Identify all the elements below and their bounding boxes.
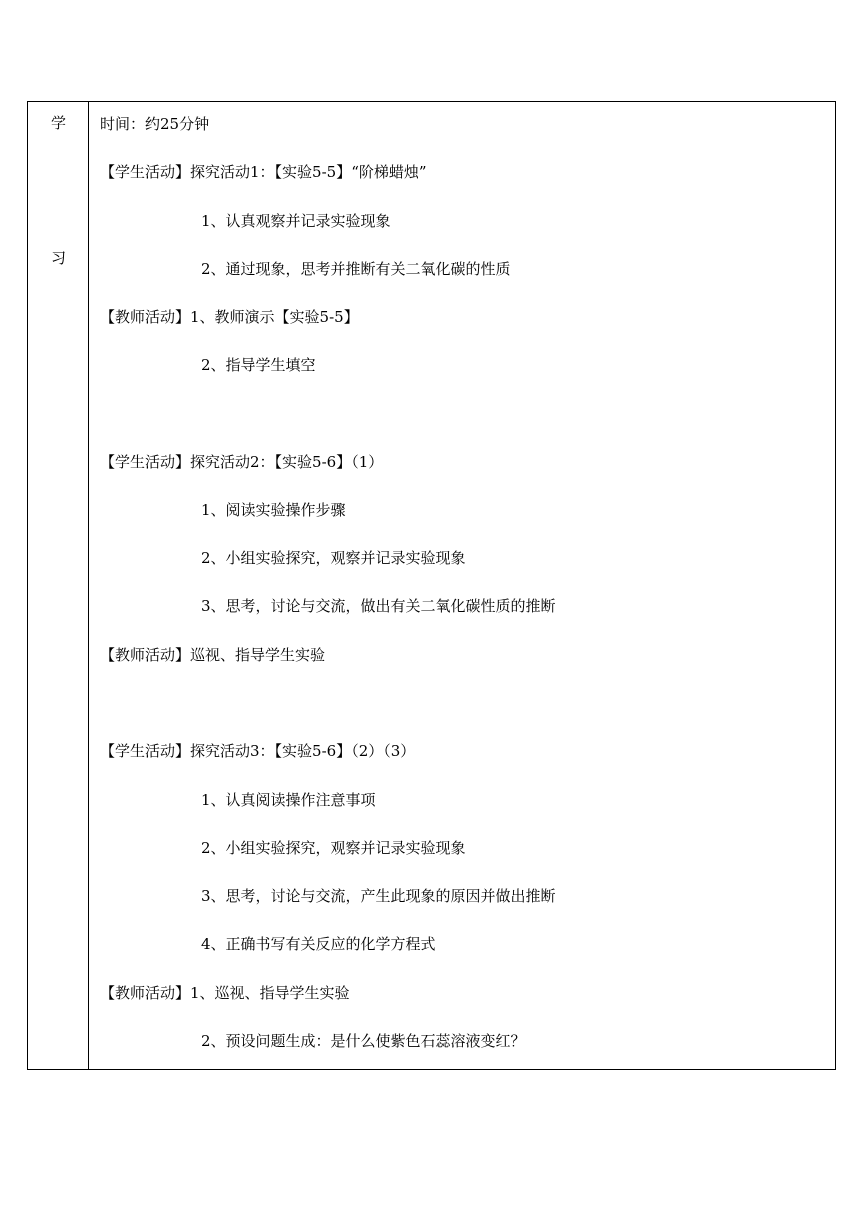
activity-3-step-1: 1、认真阅读操作注意事项 [201, 791, 376, 809]
activity-3-step-3: 3、思考，讨论与交流，产生此现象的原因并做出推断 [201, 887, 556, 905]
activity-1-step-1: 1、认真观察并记录实验现象 [201, 212, 391, 230]
teacher-activity-3-heading: 【教师活动】1、巡视、指导学生实验 [100, 984, 350, 1002]
activity-3-step-2: 2、小组实验探究，观察并记录实验现象 [201, 839, 466, 857]
activity-2-step-3: 3、思考，讨论与交流，做出有关二氧化碳性质的推断 [201, 597, 556, 615]
activity-3-step-4: 4、正确书写有关反应的化学方程式 [201, 935, 436, 953]
student-activity-3-heading: 【学生活动】探究活动3：【实验5-6】（2）（3） [100, 742, 416, 760]
side-label-char-1: 学 [50, 114, 66, 132]
time-line: 时间：约25分钟 [100, 115, 210, 133]
teacher-activity-3-step-2: 2、预设问题生成：是什么使紫色石蕊溶液变红？ [201, 1032, 526, 1050]
side-label-cell [28, 102, 89, 1069]
activity-2-step-1: 1、阅读实验操作步骤 [201, 501, 346, 519]
teacher-activity-2-heading: 【教师活动】巡视、指导学生实验 [100, 646, 326, 664]
activity-2-step-2: 2、小组实验探究，观察并记录实验现象 [201, 549, 466, 567]
student-activity-1-heading: 【学生活动】探究活动1：【实验5-5】“阶梯蜡烛” [100, 163, 427, 181]
teacher-activity-1-heading: 【教师活动】1、教师演示【实验5-5】 [100, 308, 359, 326]
lesson-table [27, 101, 836, 1070]
activity-1-step-2: 2、通过现象，思考并推断有关二氧化碳的性质 [201, 260, 511, 278]
content-cell [89, 102, 835, 1069]
teacher-activity-1-step-2: 2、指导学生填空 [201, 356, 316, 374]
side-label-char-2: 习 [50, 249, 66, 267]
student-activity-2-heading: 【学生活动】探究活动2：【实验5-6】（1） [100, 453, 384, 471]
